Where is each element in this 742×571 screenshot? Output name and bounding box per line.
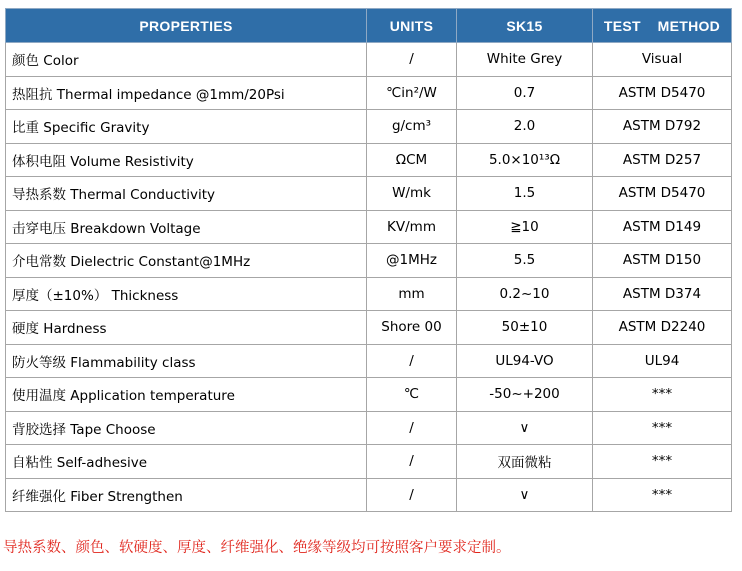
property-cell: 颜色 Color xyxy=(6,43,367,77)
value-cell: 0.7 xyxy=(457,76,593,110)
test-method-cell: Visual xyxy=(593,43,732,77)
test-method-cell: ASTM D792 xyxy=(593,110,732,144)
table-row xyxy=(6,76,732,110)
unit-cell: ΩCM xyxy=(367,143,457,177)
value-cell: -50~+200 xyxy=(457,378,593,412)
property-cell: 比重 Specific Gravity xyxy=(6,110,367,144)
table-row xyxy=(6,311,732,345)
value-cell: UL94-VO xyxy=(457,344,593,378)
test-method-cell: ASTM D5470 xyxy=(593,177,732,211)
unit-cell: g/cm³ xyxy=(367,110,457,144)
header-product: SK15 xyxy=(457,9,593,43)
property-cell: 击穿电压 Breakdown Voltage xyxy=(6,210,367,244)
value-cell: ∨ xyxy=(457,411,593,445)
unit-cell: @1MHz xyxy=(367,244,457,278)
table-row xyxy=(6,110,732,144)
unit-cell: / xyxy=(367,411,457,445)
property-cell: 纤维强化 Fiber Strengthen xyxy=(6,478,367,512)
value-cell: White Grey xyxy=(457,43,593,77)
table-row xyxy=(6,244,732,278)
table-row xyxy=(6,177,732,211)
test-method-cell: ASTM D2240 xyxy=(593,311,732,345)
value-cell: ≧10 xyxy=(457,210,593,244)
value-cell: 双面微粘 xyxy=(457,445,593,479)
property-cell: 硬度 Hardness xyxy=(6,311,367,345)
property-cell: 使用温度 Application temperature xyxy=(6,378,367,412)
table-row xyxy=(6,143,732,177)
value-cell: 0.2~10 xyxy=(457,277,593,311)
property-cell: 防火等级 Flammability class xyxy=(6,344,367,378)
test-method-cell: ASTM D149 xyxy=(593,210,732,244)
properties-table xyxy=(5,8,732,512)
table-header-row xyxy=(6,9,732,43)
test-method-cell: *** xyxy=(593,478,732,512)
test-method-cell: *** xyxy=(593,411,732,445)
property-cell: 体积电阻 Volume Resistivity xyxy=(6,143,367,177)
value-cell: 50±10 xyxy=(457,311,593,345)
customization-note: 导热系数、颜色、软硬度、厚度、纤维强化、绝缘等级均可按照客户要求定制。 xyxy=(3,540,511,556)
test-method-cell: ASTM D257 xyxy=(593,143,732,177)
property-cell: 导热系数 Thermal Conductivity xyxy=(6,177,367,211)
table-row xyxy=(6,378,732,412)
table-body xyxy=(6,43,732,512)
value-cell: 2.0 xyxy=(457,110,593,144)
test-method-cell: ASTM D150 xyxy=(593,244,732,278)
unit-cell: / xyxy=(367,478,457,512)
unit-cell: / xyxy=(367,445,457,479)
unit-cell: / xyxy=(367,43,457,77)
unit-cell: ℃ xyxy=(367,378,457,412)
test-method-cell: ASTM D374 xyxy=(593,277,732,311)
value-cell: ∨ xyxy=(457,478,593,512)
property-cell: 热阻抗 Thermal impedance @1mm/20Psi xyxy=(6,76,367,110)
header-units: UNITS xyxy=(367,9,457,43)
table-row xyxy=(6,445,732,479)
test-method-cell: ASTM D5470 xyxy=(593,76,732,110)
table-row xyxy=(6,344,732,378)
table-row xyxy=(6,277,732,311)
property-cell: 背胶选择 Tape Choose xyxy=(6,411,367,445)
unit-cell: / xyxy=(367,344,457,378)
table-row xyxy=(6,478,732,512)
test-method-cell: UL94 xyxy=(593,344,732,378)
test-method-cell: *** xyxy=(593,378,732,412)
value-cell: 5.0×10¹³Ω xyxy=(457,143,593,177)
unit-cell: KV/mm xyxy=(367,210,457,244)
unit-cell: Shore 00 xyxy=(367,311,457,345)
table-row xyxy=(6,210,732,244)
unit-cell: W/mk xyxy=(367,177,457,211)
table-row xyxy=(6,43,732,77)
property-cell: 厚度（±10%） Thickness xyxy=(6,277,367,311)
unit-cell: mm xyxy=(367,277,457,311)
property-cell: 介电常数 Dielectric Constant@1MHz xyxy=(6,244,367,278)
header-properties: PROPERTIES xyxy=(6,9,367,43)
test-method-cell: *** xyxy=(593,445,732,479)
value-cell: 1.5 xyxy=(457,177,593,211)
header-test-method: TEST METHOD xyxy=(593,9,732,43)
properties-table-container xyxy=(5,8,731,512)
value-cell: 5.5 xyxy=(457,244,593,278)
unit-cell: ℃in²/W xyxy=(367,76,457,110)
property-cell: 自粘性 Self-adhesive xyxy=(6,445,367,479)
table-row xyxy=(6,411,732,445)
